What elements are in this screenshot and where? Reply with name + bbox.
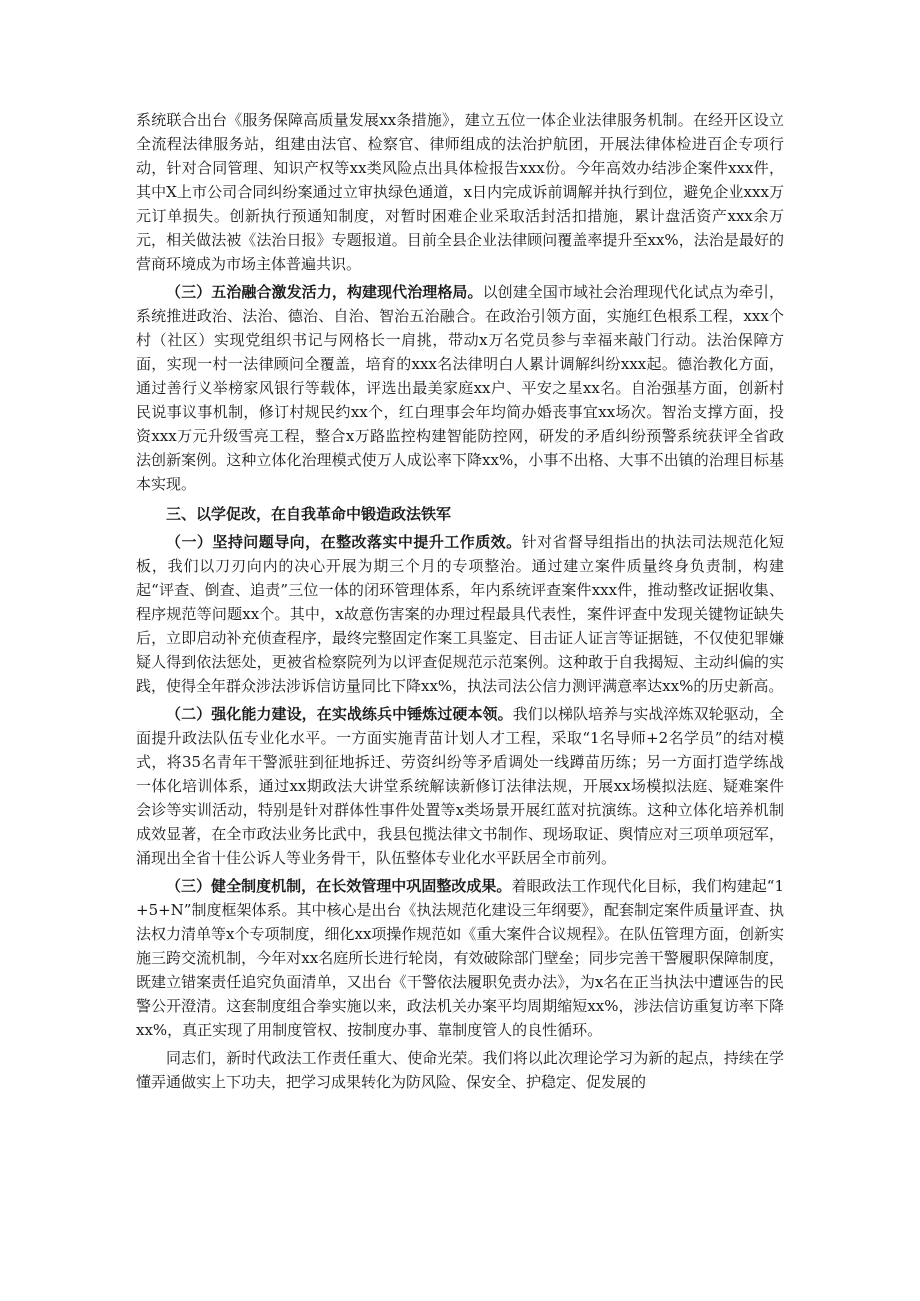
paragraph-institution-mechanism	[136, 874, 784, 1042]
paragraph-text: 以创建全国市域社会治理现代化试点为牵引，系统推进政治、法治、德治、自治、智治五治融合。在政治引领方面，实施红色根系工程，xxx个村（社区）实现党组织书记与网格长一肩挑，带动x万名党员参与幸福来敲门行动。法治保障方面，实现一村一法律顾问全覆盖，培育的xxx名法律明白人累计调解纠纷xxx起。德治教化方面，通过善行义举榜家风银行等载体，评选出最美家庭xx户、平安之星xx名。自治强基方面，创新村民说事议事机制，修订村规民约xx个，红白理事会年均简办婚丧事宜xx场次。智治支撑方面，投资xxx万元升级雪亮工程，整合x万路监控构建智能防控网，研发的矛盾纠纷预警系统获评全省政法创新案例。这种立体化治理模式使万人成讼率下降xx%，小事不出格、大事不出镇的治理目标基本实现。	[136, 283, 784, 493]
paragraph-text: 着眼政法工作现代化目标，我们构建起“1+5+N”制度框架体系。其中核心是出台《执法规范化建设三年纲要》，配套制定案件质量评查、执法权力清单等x个专项制度，细化xx项操作规范如《重大案件合议规程》。在队伍管理方面，创新实施三跨交流机制，今年对xx名庭所长进行轮岗，有效破除部门壁垒；同步完善干警履职保障制度，既建立错案责任追究负面清单，又出台《干警依法履职免责办法》，为x名在正当执法中遭诬告的民警公开澄清。这套制度组合拳实施以来，政法机关办案平均周期缩短xx%，涉法信访重复访率下降xx%，真正实现了用制度管权、按制度办事、靠制度管人的良性循环。	[136, 877, 784, 1039]
paragraph-lead: （三）五治融合激发活力，构建现代治理格局。	[166, 283, 483, 301]
paragraph-text: 针对省督导组指出的执法司法规范化短板，我们以刀刃向内的决心开展为期三个月的专项整治。通过建立案件质量终身负责制，构建起“评查、倒查、追责”三位一体的闭环管理体系，年内系统评查案件xxx件，推动整改证据收集、程序规范等问题xx个。其中，x故意伤害案的办理过程最具代表性，案件评查中发现关键物证缺失后，立即启动补充侦查程序，最终完整固定作案工具鉴定、目击证人证言等证据链，不仅使犯罪嫌疑人得到依法惩处，更被省检察院列为以评查促规范示范案例。这种敢于自我揭短、主动纠偏的实践，使得全年群众涉法涉诉信访量同比下降xx%，执法司法公信力测评满意率达xx%的历史新高。	[136, 533, 784, 695]
paragraph-text: 我们以梯队培养与实战淬炼双轮驱动，全面提升政法队伍专业化水平。一方面实施青苗计划人才工程，采取“1名导师+2名学员”的结对模式，将35名青年干警派驻到征地拆迁、劳资纠纷等矛盾调处一线蹲苗历练；另一方面打造学练战一体化培训体系，通过xx期政法大讲堂系统解读新修订法律法规，开展xx场模拟法庭、疑难案件会诊等实训活动，特别是针对群体性事件处置等x类场景开展红蓝对抗演练。这种立体化培养机制成效显著，在全市政法业务比武中，我县包揽法律文书制作、现场取证、舆情应对三项单项冠军，涌现出全省十佳公诉人等业务骨干，队伍整体专业化水平跃居全市前列。	[136, 705, 784, 867]
paragraph-capacity-building	[136, 702, 784, 870]
paragraph-problem-orientation	[136, 530, 784, 698]
paragraph-closing	[136, 1046, 784, 1094]
document-page	[136, 108, 784, 1094]
section-heading-three: 三、以学促改，在自我革命中锻造政法铁军	[166, 505, 452, 523]
paragraph-text: 同志们，新时代政法工作责任重大、使命光荣。我们将以此次理论学习为新的起点，持续在学懂弄通做实上下功夫，把学习成果转化为防风险、保安全、护稳定、促发展的	[136, 1049, 784, 1091]
paragraph-lead: （三）健全制度机制，在长效管理中巩固整改成果。	[166, 877, 512, 895]
paragraph-text: 系统联合出台《服务保障高质量发展xx条措施》，建立五位一体企业法律服务机制。在经开区设立全流程法律服务站，组建由法官、检察官、律师组成的法治护航团，开展法律体检进百企专项行动，针对合同管理、知识产权等xx类风险点出具体检报告xxx份。今年高效办结涉企案件xxx件，其中X上市公司合同纠纷案通过立审执绿色通道，x日内完成诉前调解并执行到位，避免企业xxx万元订单损失。创新执行预通知制度，对暂时困难企业采取活封活扣措施，累计盘活资产xxx余万元，相关做法被《法治日报》专题报道。目前全县企业法律顾问覆盖率提升至xx%，法治是最好的营商环境成为市场主体普遍共识。	[136, 111, 784, 273]
paragraph-lead: （二）强化能力建设，在实战练兵中锤炼过硬本领。	[166, 705, 513, 723]
paragraph-lead: （一）坚持问题导向，在整改落实中提升工作质效。	[166, 533, 522, 551]
paragraph-legal-services	[136, 108, 784, 276]
paragraph-five-governance	[136, 280, 784, 496]
